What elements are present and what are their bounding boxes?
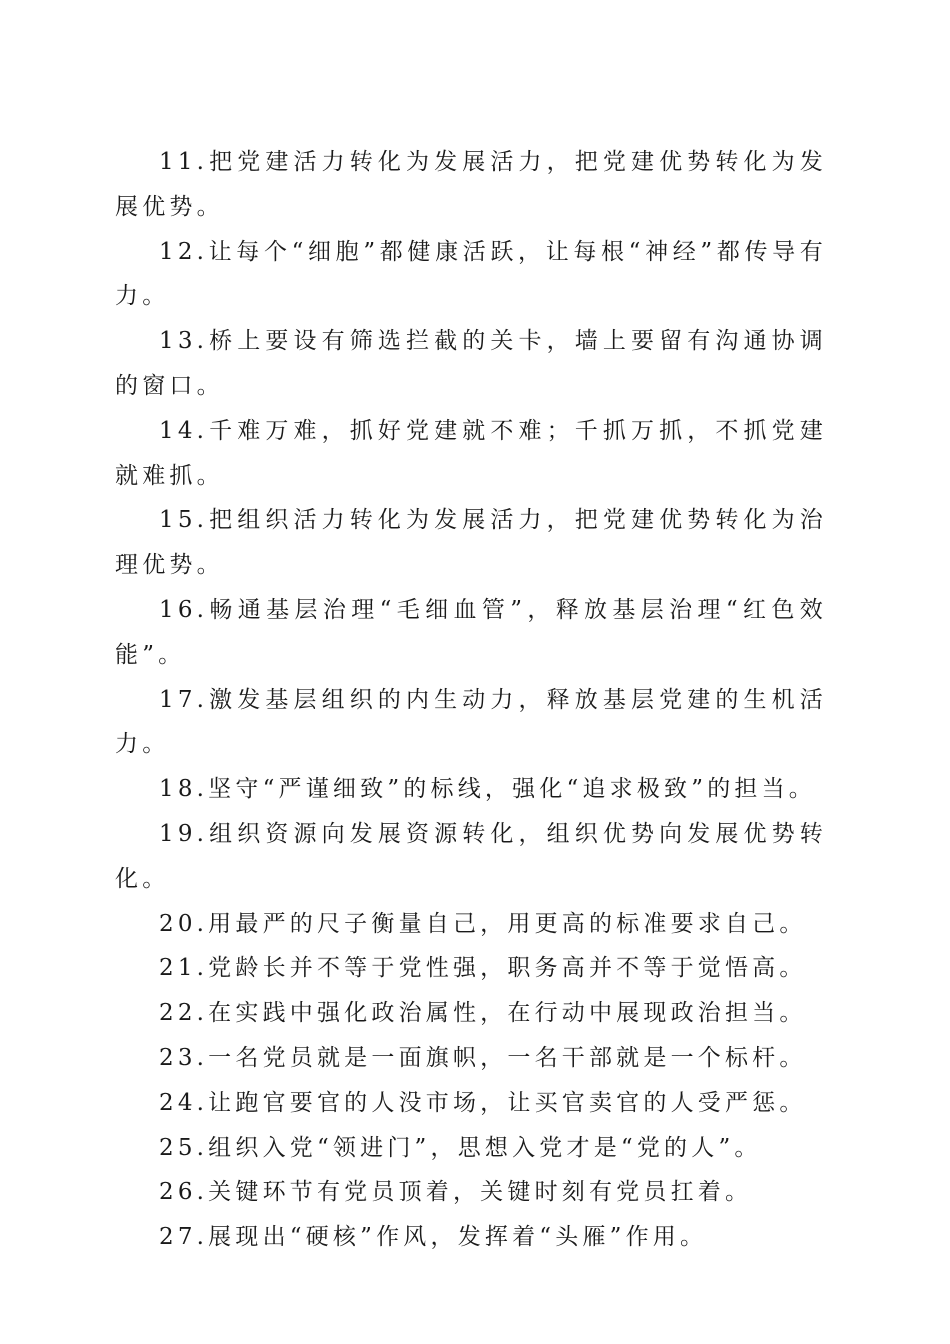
list-item: 15.把组织活力转化为发展活力，把党建优势转化为治理优势。	[115, 507, 827, 579]
list-item: 25.组织入党“领进门”，思想入党才是“党的人”。	[159, 1134, 762, 1161]
list-item: 21.党龄长并不等于党性强，职务高并不等于觉悟高。	[159, 955, 807, 982]
list-item: 19.组织资源向发展资源转化，组织优势向发展优势转化。	[115, 820, 827, 892]
list-item: 23.一名党员就是一面旗帜，一名干部就是一个标杆。	[159, 1044, 807, 1071]
list-item: 12.让每个“细胞”都健康活跃，让每根“神经”都传导有力。	[115, 238, 827, 310]
document-body	[115, 140, 827, 1260]
list-item: 26.关键环节有党员顶着，关键时刻有党员扛着。	[159, 1179, 753, 1206]
list-item: 20.用最严的尺子衡量自己，用更高的标准要求自己。	[159, 910, 807, 937]
list-item: 22.在实践中强化政治属性，在行动中展现政治担当。	[159, 1000, 807, 1027]
list-item: 17.激发基层组织的内生动力，释放基层党建的生机活力。	[115, 686, 827, 758]
list-item: 24.让跑官要官的人没市场，让买官卖官的人受严惩。	[159, 1089, 807, 1116]
list-item: 18.坚守“严谨细致”的标线，强化“追求极致”的担当。	[159, 776, 817, 803]
list-item: 13.桥上要设有筛选拦截的关卡，墙上要留有沟通协调的窗口。	[115, 328, 827, 399]
list-item: 14.千难万难，抓好党建就不难；千抓万抓，不抓党建就难抓。	[115, 417, 827, 489]
list-item: 27.展现出“硬核”作风，发挥着“头雁”作用。	[159, 1224, 708, 1251]
list-item: 16.畅通基层治理“毛细血管”，释放基层治理“红色效能”。	[115, 596, 827, 668]
list-item: 11.把党建活力转化为发展活力，把党建优势转化为发展优势。	[115, 149, 827, 220]
